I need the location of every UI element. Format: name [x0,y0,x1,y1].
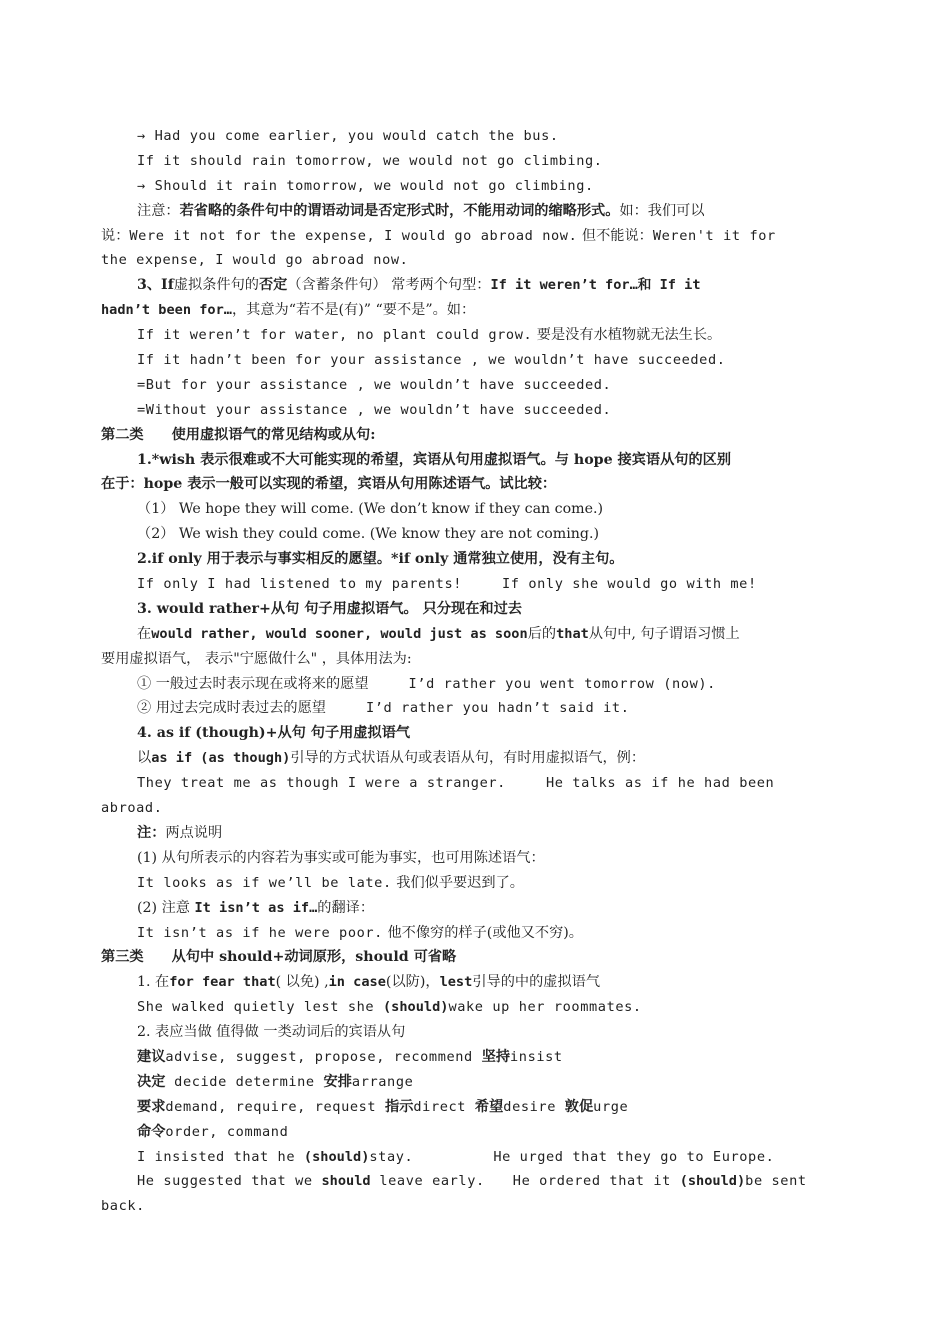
text-line: → Had you come earlier, you would catch the bus. [137,128,559,144]
verb-list: decide determine [165,1073,324,1090]
text: 以 [137,750,152,767]
text-line [101,871,847,896]
example-text: I’d rather you went tomorrow (now). [408,675,716,692]
text-line [101,921,847,946]
text-line [101,298,847,323]
text-line [101,896,847,921]
example-text: She walked quietly lest she [137,999,383,1016]
verb-category: 安排 [323,1073,352,1090]
note-label: 注： [137,824,166,841]
text-line: 在于：hope 表示一般可以实现的希望，宾语从句用陈述语气。试比较： [101,476,557,493]
pattern-text: for fear that [169,974,276,991]
example-text: I’d rather you hadn’t said it. [365,700,630,717]
text: 从句中, 句子谓语习惯上 [588,625,740,642]
example-text: I insisted that he [137,1148,304,1165]
example-text: It isn’t as if he were poor. [137,924,383,941]
verb-list: advise, suggest, propose, recommend [165,1048,482,1065]
text-line: 2. 表应当做 值得做 一类动词后的宾语从句 [137,1024,406,1041]
example-text: They treat me as though I were a stranger. [137,775,506,792]
text-line [101,1145,847,1170]
verb-list: arrange [351,1073,414,1090]
pattern-text: should [321,1173,371,1190]
verb-list: order, command [165,1123,289,1140]
text-line [101,1169,847,1194]
text: ① 一般过去时表示现在或将来的愿望 [137,675,369,692]
example-text: If only she would go with me! [502,576,757,593]
text-line: 1.*wish 表示很难或不大可能实现的希望，宾语从句用虚拟语气。与 hope 接宾语从句的区别 [137,451,732,468]
text: 引导的方式状语从句或表语从句，有时用虚拟语气，例： [290,750,646,767]
bold-text: 若省略的条件句中的谓语动词是否定形式时，不能用动词的缩略形式。 [179,202,620,219]
verb-list: direct [413,1098,475,1115]
example-text: Were it not for the expense, I would go abroad now. [129,227,578,244]
example-text: He ordered that it [512,1173,680,1190]
text-line: If it hadn’t been for your assistance , we wouldn’t have succeeded. [137,352,726,369]
pattern-text: If it weren’t for…和 If it [490,277,701,294]
text: 两点说明 [165,824,223,841]
verb-category: 希望 [474,1098,504,1115]
text-line [101,771,847,796]
text-line: the expense, I would go abroad now. [101,252,409,269]
example-text: leave early. [370,1173,485,1190]
pattern-text: would rather, would sooner, would just as soon [151,625,528,642]
text: （含蓄条件句） 常考两个句型： [287,277,491,294]
text: 虚拟条件句的 [173,277,259,294]
text-line: =Without your assistance , we wouldn’t have succeeded. [137,401,612,418]
verb-category: 敦促 [564,1098,594,1115]
note-label: 注意： [137,202,180,219]
verb-category: 命令 [137,1123,166,1140]
translation-text: 他不像穷的样子(或他又不穷)。 [382,924,583,941]
text-line [101,273,847,298]
text-line: （1） We hope they will come. (We don’t know if they can come.) [137,501,604,518]
translation-text: 我们似乎要迟到了。 [391,874,524,891]
section-heading [101,423,847,448]
text: (2) 注意 [137,899,195,916]
text: 在 [137,625,152,642]
translation-text: 要是没有水植物就无法生长。 [532,327,722,344]
verb-list: demand, require, request [165,1098,385,1115]
pattern-text: that [556,625,589,642]
text-line [101,1070,847,1095]
text-line: back. [101,1198,145,1215]
text: 但不能说： [577,227,653,244]
text-line [101,995,847,1020]
example-text: If it weren’t for water, no plant could grow. [137,327,533,344]
section-title: 从句中 should+动词原形，should 可省略 [171,949,457,966]
text-line [101,323,847,348]
example-text: He talks as if he had been [545,775,775,792]
text-line [101,572,847,597]
text-line [101,696,847,721]
verb-category: 要求 [137,1098,166,1115]
pattern-text: (should) [679,1173,746,1190]
pattern-text: (should) [382,999,449,1016]
text: ( 以免) , [275,974,329,991]
text-line: abroad. [101,800,163,817]
text: 1. 在 [137,974,170,991]
example-text: be sent [745,1173,807,1190]
example-text: wake up her roommates. [448,999,642,1016]
text: (以防)， [385,974,440,991]
verb-category: 决定 [137,1073,166,1090]
verb-list: insist [510,1048,563,1065]
text: ，其意为“若不是(有)” “要不是”。如： [231,302,476,319]
text: 如：我们可以 [619,202,705,219]
text-line: 2.if only 用于表示与事实相反的愿望。*if only 通常独立使用，没有主句。 [137,551,624,568]
text-line: If it should rain tomorrow, we would not go climbing. [137,152,603,169]
text-line [101,199,847,224]
text-line [101,1045,847,1070]
text-line [101,672,847,697]
example-text: He urged that they go to Europe. [493,1148,775,1165]
example-text: It looks as if we’ll be late. [137,874,392,891]
bold-text: 否定 [258,277,288,294]
verb-list: urge [593,1098,629,1115]
text-line [101,622,847,647]
pattern-text: hadn’t been for… [101,302,232,319]
text: 引导的中的虚拟语气 [472,974,601,991]
text-line: → Should it rain tomorrow, we would not go climbing. [137,177,594,194]
example-text: If only I had listened to my parents! [137,576,463,593]
example-text: stay. [369,1148,414,1165]
text-line: =But for your assistance , we wouldn’t have succeeded. [137,376,612,393]
text: 说： [101,227,130,244]
pattern-text: It isn’t as if… [194,899,318,916]
text-line [101,224,847,249]
text-line: 要用虚拟语气， 表示"宁愿做什么" ，具体用法为: [101,650,412,667]
pattern-text: as if (as though) [151,750,291,767]
section-title: 使用虚拟语气的常见结构或从句: [171,426,376,443]
text: 的翻译： [317,899,375,916]
section-number: 第三类 [101,949,144,966]
verb-category: 指示 [385,1098,414,1115]
text-line: 3. would rather+从句 句子用虚拟语气。 只分现在和过去 [137,600,522,617]
text: 后的 [527,625,557,642]
section-number: 第二类 [101,426,144,443]
text-line [101,746,847,771]
text-line [101,1095,847,1120]
pattern-text: in case [328,974,386,991]
text-line [101,1120,847,1145]
text-line [101,970,847,995]
text-line: 4. as if (though)+从句 句子用虚拟语气 [137,725,411,742]
bold-text: 3、If [137,277,174,294]
verb-category: 坚持 [481,1048,511,1065]
pattern-text: (should) [303,1148,370,1165]
verb-category: 建议 [137,1048,166,1065]
document-page [101,124,847,1219]
example-text: He suggested that we [137,1173,322,1190]
section-heading [101,945,847,970]
verb-list: desire [503,1098,565,1115]
example-text: Weren't it for [652,227,776,244]
text-line: （2） We wish they could come. (We know they are not coming.) [137,526,600,543]
text-line [101,821,847,846]
pattern-text: lest [439,974,473,991]
text: ② 用过去完成时表过去的愿望 [137,700,326,717]
text-line: (1) 从句所表示的内容若为事实或可能为事实，也可用陈述语气： [137,849,545,866]
